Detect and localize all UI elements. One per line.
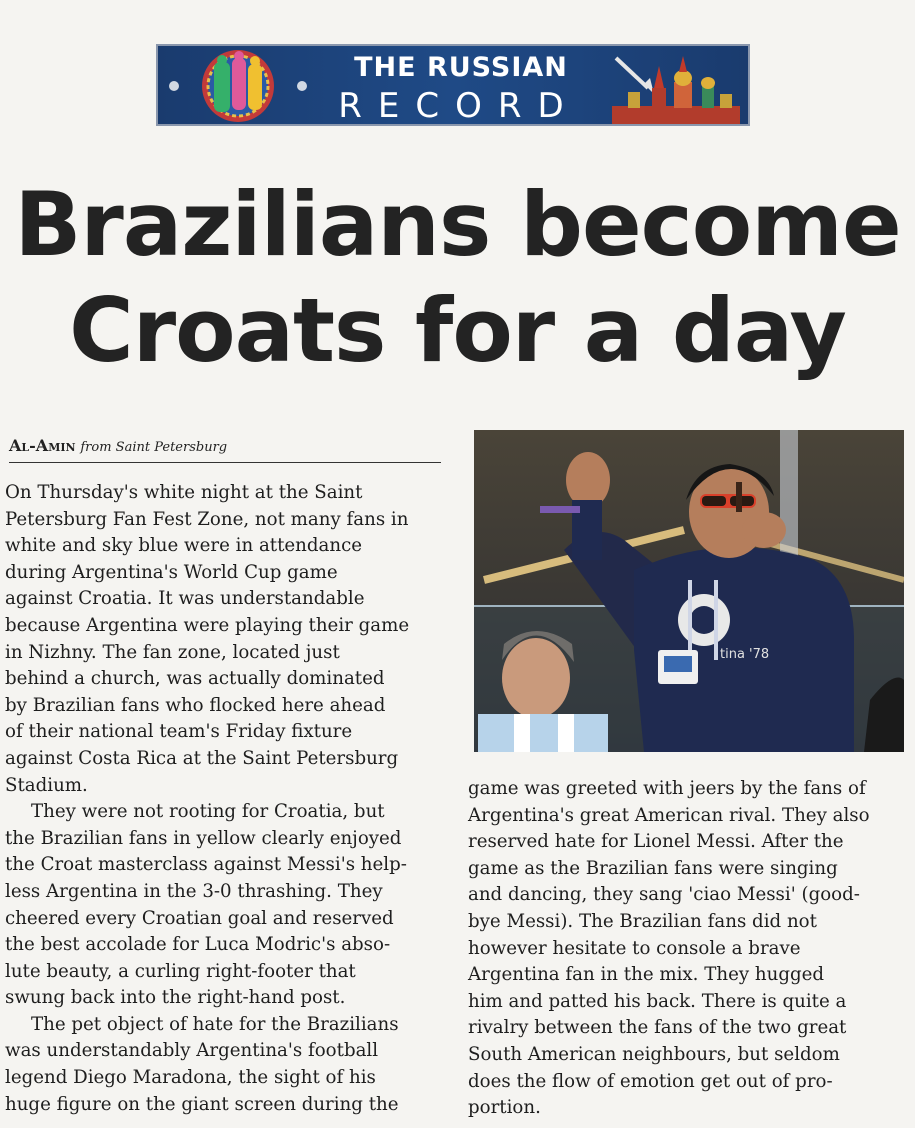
text-line: The pet object of hate for the Brazilians [31, 1013, 399, 1035]
text-line: was understandably Argentina's football [5, 1040, 379, 1062]
text-line: the Croat masterclass against Messi's help- [5, 854, 407, 876]
masthead-title-bottom: RECORD [338, 86, 580, 126]
world-cup-emblem-icon [162, 48, 314, 124]
text-line: lute beauty, a curling right-footer that [5, 960, 356, 982]
headline-line-2: Croats for a day [69, 279, 846, 382]
text-line: swung back into the right-hand post. [5, 987, 346, 1009]
text-line: and dancing, they sang 'ciao Messi' (good- [468, 884, 860, 906]
text-line: by Brazilian fans who flocked here ahead [5, 694, 386, 716]
text-line: less Argentina in the 3-0 thrashing. They [5, 880, 383, 902]
text-line: white and sky blue were in attendance [5, 535, 363, 557]
text-line: because Argentina were playing their game [5, 614, 410, 636]
text-line: Petersburg Fan Fest Zone, not many fans in [5, 508, 409, 530]
text-line: behind a church, was actually dominated [5, 668, 385, 690]
masthead-banner [156, 44, 750, 126]
text-line: huge figure on the giant screen during the [5, 1093, 399, 1115]
text-line: game was greeted with jeers by the fans of [468, 778, 866, 799]
byline-author: Al-Amin [9, 436, 76, 455]
text-line: South American neighbours, but seldom [468, 1043, 840, 1065]
text-line: On Thursday's white night at the Saint [5, 482, 363, 503]
article-photo [474, 430, 904, 752]
shirt-text: tina '78 [720, 647, 770, 662]
headline-line-1: Brazilians become [14, 173, 901, 276]
text-line: reserved hate for Lionel Messi. After the [468, 831, 844, 853]
text-line: does the flow of emotion get out of pro- [468, 1070, 833, 1092]
paragraph-1 [5, 480, 445, 799]
text-line: rivalry between the fans of the two great [468, 1017, 847, 1039]
text-line: against Costa Rica at the Saint Petersburg [5, 747, 399, 769]
text-line: Argentina's great American rival. They also [468, 804, 870, 826]
text-line: legend Diego Maradona, the sight of his [5, 1067, 376, 1089]
text-line: him and patted his back. There is quite a [468, 990, 847, 1012]
text-line: in Nizhny. The fan zone, located just [5, 641, 340, 663]
kremlin-skyline-icon [608, 48, 744, 124]
masthead-title-top: THE RUSSIAN [354, 52, 568, 83]
text-line: They were not rooting for Croatia, but [31, 801, 385, 823]
text-line: the Brazilian fans in yellow clearly enjoyed [5, 827, 402, 849]
article-left-column [5, 480, 445, 1118]
paragraph-3 [5, 1012, 445, 1118]
text-line: portion. [468, 1097, 541, 1119]
maradona-photo [474, 430, 904, 752]
text-line: cheered every Croatian goal and reserved [5, 907, 394, 929]
text-line: Argentina fan in the mix. They hugged [468, 964, 825, 986]
text-line: game as the Brazilian fans were singing [468, 857, 838, 879]
text-line: of their national team's Friday fixture [5, 721, 353, 743]
headline [0, 172, 915, 384]
text-line: against Croatia. It was understandable [5, 588, 365, 610]
paragraph-3-continued [468, 776, 908, 1122]
article-right-column [468, 776, 908, 1122]
byline-location: from Saint Petersburg [80, 440, 228, 455]
paragraph-2 [5, 799, 445, 1012]
text-line: bye Messi). The Brazilian fans did not [468, 910, 817, 932]
text-line: Stadium. [5, 774, 88, 796]
text-line: during Argentina's World Cup game [5, 561, 338, 583]
byline [9, 436, 441, 463]
text-line: however hesitate to console a brave [468, 937, 801, 959]
text-line: the best accolade for Luca Modric's abso- [5, 934, 391, 956]
